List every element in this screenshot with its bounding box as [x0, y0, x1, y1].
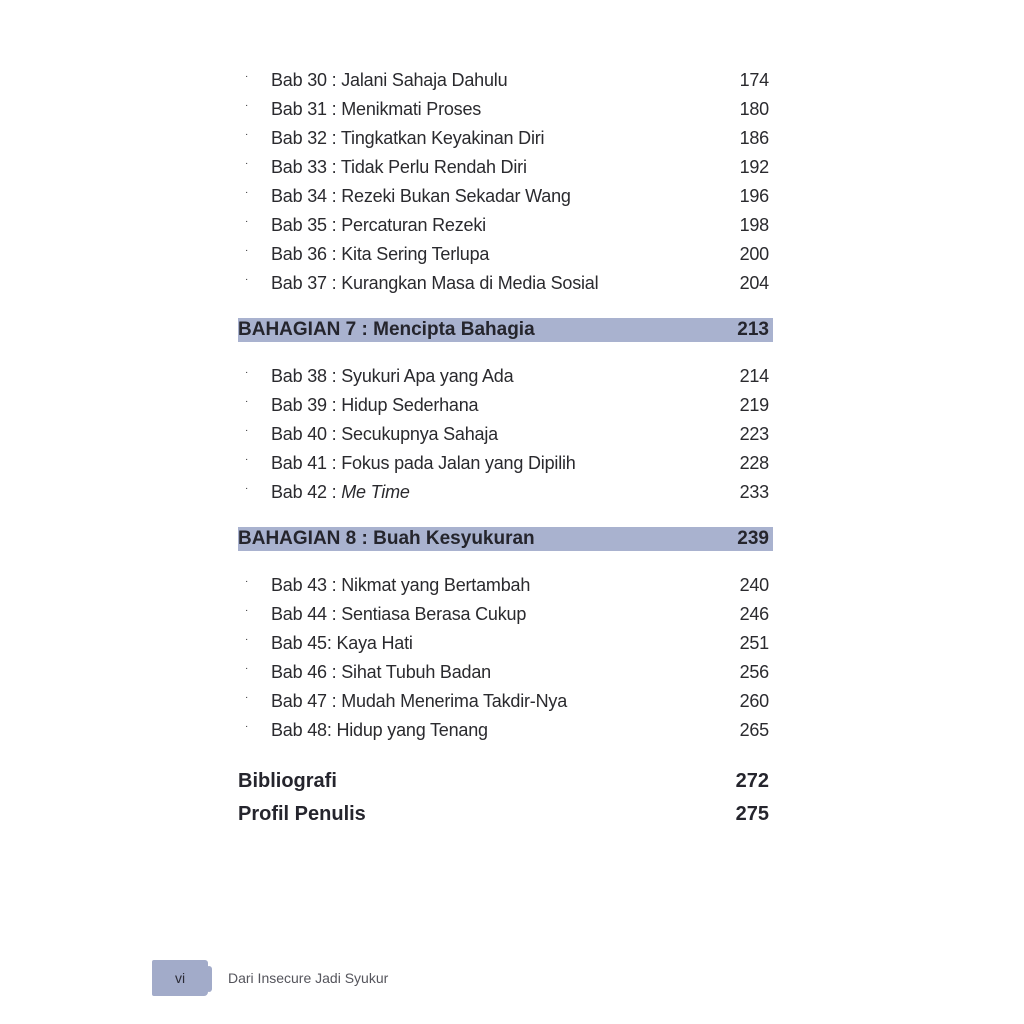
- section-page: 213: [737, 319, 769, 340]
- entry-title: Bab 37 : Kurangkan Masa di Media Sosial: [271, 273, 599, 293]
- page-number-tab: [152, 960, 208, 996]
- entry-title: Bab 35 : Percaturan Rezeki: [271, 215, 486, 235]
- toc-entry[interactable]: [238, 600, 773, 629]
- bullet-icon: ·: [245, 720, 249, 732]
- entry-page: 228: [739, 453, 769, 473]
- section-heading-7[interactable]: [238, 318, 773, 342]
- section-page: 239: [737, 528, 769, 549]
- page-number: vi: [174, 970, 186, 986]
- entry-title-italic: Me Time: [341, 482, 410, 502]
- toc-entry[interactable]: [238, 153, 773, 182]
- entry-page: 214: [739, 366, 769, 386]
- toc-entry[interactable]: [238, 211, 773, 240]
- toc-entry[interactable]: [238, 420, 773, 449]
- running-footer-title: Dari Insecure Jadi Syukur: [228, 970, 389, 986]
- bullet-icon: ·: [245, 99, 249, 111]
- bullet-icon: ·: [245, 482, 249, 494]
- entry-title: Bab 30 : Jalani Sahaja Dahulu: [271, 70, 508, 90]
- bullet-icon: ·: [245, 157, 249, 169]
- bullet-icon: ·: [245, 366, 249, 378]
- entry-title: Bab 47 : Mudah Menerima Takdir-Nya: [271, 691, 568, 711]
- toc-entry[interactable]: [238, 124, 773, 153]
- entry-page: 196: [739, 186, 769, 206]
- bullet-icon: ·: [245, 604, 249, 616]
- bullet-icon: ·: [245, 273, 249, 285]
- bullet-icon: ·: [245, 453, 249, 465]
- section-title: BAHAGIAN 7 : Mencipta Bahagia: [238, 319, 535, 340]
- bullet-icon: ·: [245, 70, 249, 82]
- bullet-icon: ·: [245, 395, 249, 407]
- toc-entry[interactable]: [238, 240, 773, 269]
- bullet-icon: ·: [245, 575, 249, 587]
- end-matter-page: 272: [735, 770, 769, 792]
- entry-page: 265: [739, 720, 769, 740]
- entry-title: Bab 34 : Rezeki Bukan Sekadar Wang: [271, 186, 571, 206]
- section-heading-8[interactable]: [238, 527, 773, 551]
- entry-title: Bab 43 : Nikmat yang Bertambah: [271, 575, 531, 595]
- entry-title: Bab 33 : Tidak Perlu Rendah Diri: [271, 157, 527, 177]
- bullet-icon: ·: [245, 186, 249, 198]
- entry-title: Bab 40 : Secukupnya Sahaja: [271, 424, 498, 444]
- entry-page: 246: [739, 604, 769, 624]
- bullet-icon: ·: [245, 633, 249, 645]
- entry-page: 251: [739, 633, 769, 653]
- entry-title: Bab 31 : Menikmati Proses: [271, 99, 482, 119]
- chapter-group-c: [238, 571, 773, 745]
- toc-entry[interactable]: [238, 95, 773, 124]
- entry-page: 204: [739, 273, 769, 293]
- bullet-icon: ·: [245, 215, 249, 227]
- entry-page: 186: [739, 128, 769, 148]
- end-matter-entry[interactable]: [238, 765, 773, 798]
- entry-page: 174: [739, 70, 769, 90]
- toc-entry[interactable]: [238, 182, 773, 211]
- entry-title: Bab 39 : Hidup Sederhana: [271, 395, 479, 415]
- entry-page: 198: [739, 215, 769, 235]
- entry-page: 256: [739, 662, 769, 682]
- entry-page: 192: [739, 157, 769, 177]
- toc-entry[interactable]: [238, 629, 773, 658]
- toc-entry[interactable]: [238, 658, 773, 687]
- toc-entry[interactable]: [238, 391, 773, 420]
- table-of-contents: [238, 66, 773, 831]
- entry-title: Bab 48: Hidup yang Tenang: [271, 720, 488, 740]
- entry-page: 200: [739, 244, 769, 264]
- entry-page: 219: [739, 395, 769, 415]
- entry-page: 233: [739, 482, 769, 502]
- toc-entry[interactable]: [238, 687, 773, 716]
- entry-title: Bab 36 : Kita Sering Terlupa: [271, 244, 490, 264]
- toc-entry[interactable]: [238, 449, 773, 478]
- bullet-icon: ·: [245, 691, 249, 703]
- end-matter: [238, 765, 773, 831]
- entry-title: [271, 482, 740, 503]
- chapter-group-a: [238, 66, 773, 298]
- page-footer: [152, 960, 388, 996]
- toc-entry[interactable]: [238, 66, 773, 95]
- entry-title: Bab 41 : Fokus pada Jalan yang Dipilih: [271, 453, 576, 473]
- entry-title-prefix: Bab 42 :: [271, 482, 342, 502]
- chapter-group-b: [238, 362, 773, 507]
- end-matter-title: Bibliografi: [238, 770, 337, 792]
- entry-page: 240: [739, 575, 769, 595]
- end-matter-entry[interactable]: [238, 798, 773, 831]
- entry-title: Bab 44 : Sentiasa Berasa Cukup: [271, 604, 527, 624]
- entry-page: 223: [739, 424, 769, 444]
- toc-entry[interactable]: [238, 478, 773, 507]
- section-title: BAHAGIAN 8 : Buah Kesyukuran: [238, 528, 535, 549]
- toc-entry[interactable]: [238, 362, 773, 391]
- end-matter-page: 275: [735, 803, 769, 825]
- entry-title: Bab 38 : Syukuri Apa yang Ada: [271, 366, 514, 386]
- toc-entry[interactable]: [238, 269, 773, 298]
- bullet-icon: ·: [245, 662, 249, 674]
- end-matter-title: Profil Penulis: [238, 803, 366, 825]
- entry-title: Bab 46 : Sihat Tubuh Badan: [271, 662, 491, 682]
- entry-title: Bab 45: Kaya Hati: [271, 633, 413, 653]
- bullet-icon: ·: [245, 424, 249, 436]
- entry-page: 180: [739, 99, 769, 119]
- bullet-icon: ·: [245, 244, 249, 256]
- toc-entry[interactable]: [238, 571, 773, 600]
- toc-entry[interactable]: [238, 716, 773, 745]
- entry-title: Bab 32 : Tingkatkan Keyakinan Diri: [271, 128, 545, 148]
- entry-page: 260: [739, 691, 769, 711]
- bullet-icon: ·: [245, 128, 249, 140]
